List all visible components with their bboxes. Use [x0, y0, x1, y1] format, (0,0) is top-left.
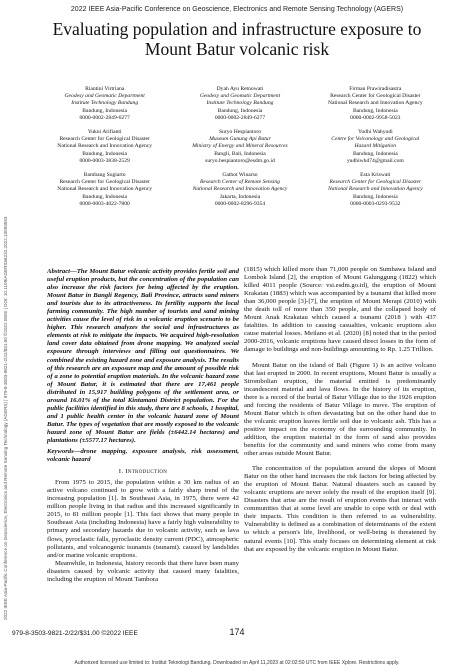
author-affiliation-2: National Research and Innovation Agency	[57, 143, 153, 150]
author-location: Bandung, Indonesia	[352, 150, 398, 157]
section-heading-introduction: I. Introduction	[118, 468, 168, 476]
author-location: Bandung, Indonesia	[82, 193, 128, 200]
paper-title	[30, 19, 444, 59]
right-column	[244, 266, 436, 554]
author-name: Gathot Winarso	[222, 172, 258, 179]
author-affiliation-2: Institute Technology Bandung	[206, 100, 274, 107]
author-affiliation-2: Ministry of Energy and Mineral Resources	[192, 143, 288, 150]
author-affiliation: Geodesy and Geomatic Department	[199, 93, 281, 100]
author-affiliation-2: National Research and Innovation Agency	[57, 186, 153, 193]
intro-paragraph-1: From 1975 to 2015, the population within a 30 km radius of an active volcano continued to grow with a fairly sharp trend of the increasing population [1]. In Southeast Asia, in 1975, there were 42 million people living in that radius and this increased significantly in 2015, to 81 million people [1]. This fact shows that many people in Southeast Asia (including Indonesia) have a fairly high vulnerability to primary and secondary hazards due to volcanic activity, such as lava flows, pyroclastic falls, pyroclastic density current (PDC), atmospheric pollutants, and volcanogenic tsunamis (tsunami). caused by landslides and/or marine volcanic eruptions.	[47, 479, 239, 559]
author-id: 0000-0003-3838-2529	[79, 157, 130, 164]
abstract: Abstract—The Mount Batur volcanic activity provides fertile soil and useful eruption products, but the concentration of the population can also increase the risk factors for being affected by the eruption. Mount Batur in Bangli Regency, Bali Province, attracts sand miners and tourists due to its attractiveness. Its fertility supports the local farming community. The high number of tourists and sand mining activities cause the level of risk in a volcanic eruption scenario to be higher. This research analyzes the social and infrastructures as elements at risk to mitigate the impacts. We acquired high-resolution land cover data obtained from drone mapping. We analyzed social exposure through interviews and filling out questionnaires. We combined the existing hazard zone and exposure analysis. The results of this research are an exposure map and the amount of possible risk of a zone to potential eruption materials. In the volcanic hazard zone of Mount Batur, it is estimated that there are 17,461 people distributed in 15,917 building polygons of the settlement area, or around 16.01% of the total Kintamani District population. For the public facilities identified in this study, there are 8 schools, 1 hospital, and 1 public health center in the volcanic hazard zone of Mount Batur. The types of vegetation that are mostly exposed to the volcanic hazard zone of Mount Batur are fields (±6442.14 hectares) and plantations (±5577.17 hectares).	[47, 268, 239, 444]
author	[311, 172, 440, 208]
author-location: Bandung, Indonesia	[82, 150, 128, 157]
author-affiliation-2: Institute Technology Bandung	[71, 100, 139, 107]
author-block	[40, 86, 440, 208]
author-location: Bandung, Indonesia	[217, 107, 263, 114]
right-paragraph-1: (1815) which killed more than 71,000 people on Sumbawa Island and Lombok Island [2], the eruption of Mount Galunggung (1822) which killed 4011 people (Source: vsi.esdm.go.id), the eruption of Mount Krakatau (1883) which was accompanied by a tsunami that killed more than 36,000 people [3]-[7], the eruption of Mount Merapi (2010) with the death toll of more than 350 people, and the collapsed body of Mount Anak Krakatau which caused a tsunami (2018 ) with 437 fatalities. In addition to causing casualties, volcanic eruptions also cause material losses. Meilano et al. (2020) [8] noted that in the period 2000-2016, volcanic eruptions have caused direct losses in the form of damage to buildings and non-buildings amounting to Rp. 1.25 Trillion.	[244, 266, 436, 354]
side-doi-note	[3, 60, 13, 620]
author-name: Bambang Sugiarto	[83, 172, 126, 179]
author-location: Bandung, Indonesia	[352, 107, 398, 114]
keywords: Keywords—drone mapping, exposure analysis, risk assessment, volcanic hazard	[47, 448, 239, 464]
author-id: 0000-0002-9958-5023	[350, 114, 401, 121]
title-line-1: Evaluating population and infrastructure exposure to	[52, 19, 422, 39]
author-name: Esta Kriswati	[360, 172, 391, 179]
author-name: Suryo Hespiantoro	[218, 129, 262, 136]
right-paragraph-2: Mount Batur on the island of Bali (Figure 1) is an active volcano that last erupted in 2000. In recent eruptions, Mount Batur is usually a Strombolian eruption, the material emitted is predominantly incandescent material and lava flows. In the history of its eruption, there is a record of the burial of Batur Village due to the 1926 eruption and forcing the residents of Batur Village to move. The eruption of Mount Batur which is often devastating but on the other hand due to the volcanic eruption leaves fertile soil due to volcanic ash. This has a positive impact on the economy of the surrounding community. In addition, the eruption material in the form of sand also provides benefits for the community and sand miners who come from many other areas outside Mount Batur.	[244, 361, 436, 458]
author-affiliation-2: National Research and Innovation Agency	[192, 186, 288, 193]
page-number: 174	[229, 627, 245, 637]
side-doi-text: 2022 IEEE Asia-Pacific Conference on Geoscience, Electronics and Remote Sensing Technology (AGERS) | 979-8-3503-9821-2/22/$31.00 ©2022 IEEE | DOI: 10.1109/AGERS56232.2022.10093553	[3, 216, 8, 620]
author-id: 0000-0002-2849-6277	[79, 114, 130, 121]
author-affiliation-2: Hazard Mitigation	[354, 143, 397, 150]
author	[311, 129, 440, 165]
author-id: 0000-0002-2849-6277	[214, 114, 266, 121]
author-id: 0000-0003-4022-7800	[79, 200, 130, 207]
author-affiliation: Research Center for Geological Disaster	[59, 136, 150, 143]
author-name: Firman Prawiradisastra	[349, 86, 402, 92]
author-location: Bandung, Indonesia	[82, 107, 128, 114]
author	[175, 86, 304, 122]
intro-paragraph-2: Meanwhile, in Indonesia, history records that there have been many disasters caused by volcanic activity that caused many fatalities, including the eruption of Mount Tambora	[47, 559, 239, 583]
title-line-2: Mount Batur volcanic risk	[144, 39, 330, 59]
author-name: Dyah Ayu Retnowati	[216, 86, 264, 92]
author-affiliation: Research Center for Geological Disaster	[59, 179, 150, 186]
author	[175, 172, 304, 208]
author-affiliation: Geodesy and Geomatic Department	[64, 93, 145, 100]
author-affiliation: Research Center of Remote Sensing	[200, 179, 280, 186]
right-paragraph-3: The concentration of the population around the slopes of Mount Batur on the other hand increases the risk factors for being affected by the eruption of Mount Batur. Natural disasters such as caused by volcanic eruptions are never solely the result of the eruption itself [9]. Disasters that arise are the result of eruption events that interact with communities that at some level are unable to cope with or deal with their impacts. This condition is then referred to as vulnerability. Vulnerability is defined as a combination of determinants of the extent to which a person's life, livelihood, or well-being is threatened by natural events [10]. This study focuses on determining element at risk that are exposed by the volcanic eruption in Mount Batur.	[244, 465, 436, 553]
author	[40, 86, 169, 122]
author	[311, 86, 440, 122]
author-location: Bandung, Indonesia	[352, 193, 398, 200]
conference-header: 2022 IEEE Asia-Pacific Conference on Geoscience, Electronics and Remote Sensing Technology (AGERS)	[70, 6, 404, 13]
author-id: 0000-0002-8296-9354	[214, 200, 266, 207]
author-id: 0000-0003-0293-9532	[350, 200, 401, 207]
author-affiliation-2: National Research and Innovation Agency	[327, 186, 423, 193]
author-name: Yudhi Wahyudi	[357, 129, 393, 136]
author	[40, 129, 169, 165]
author-affiliation: Research Center for Geological Disaster	[329, 179, 422, 186]
footer-license-note: Authorized licensed use limited to: Institut Teknologi Bandung. Downloaded on April 11,2023 at 02:02:50 UTC from IEEE Xplore. Restrictions apply.	[74, 660, 400, 666]
author-affiliation-2: National Research and Innovation Agency	[327, 100, 423, 107]
author-id: yudhiwhd74@gmail.com	[346, 157, 404, 164]
author	[40, 172, 169, 208]
author	[175, 129, 304, 165]
author-name: Yukni Arifianti	[87, 129, 122, 136]
author-id: suryo.hespiantoro@esdm.go.id	[205, 157, 275, 164]
author-location: Jakarta, Indonesia	[219, 193, 261, 200]
author-affiliation: Research Center for Geological Disaster	[330, 93, 421, 100]
author-name: Riantini Virtriana	[85, 86, 125, 92]
author-affiliation: Museum Gunung Api Batur	[209, 136, 271, 143]
left-column	[47, 268, 239, 584]
author-affiliation: Centre for Volcanology and Geological	[331, 136, 420, 143]
footer-copyright: 979-8-3503-9821-2/22/$31.00 ©2022 IEEE	[12, 630, 138, 637]
author-location: Bangli, Bali, Indonesia	[214, 150, 266, 157]
